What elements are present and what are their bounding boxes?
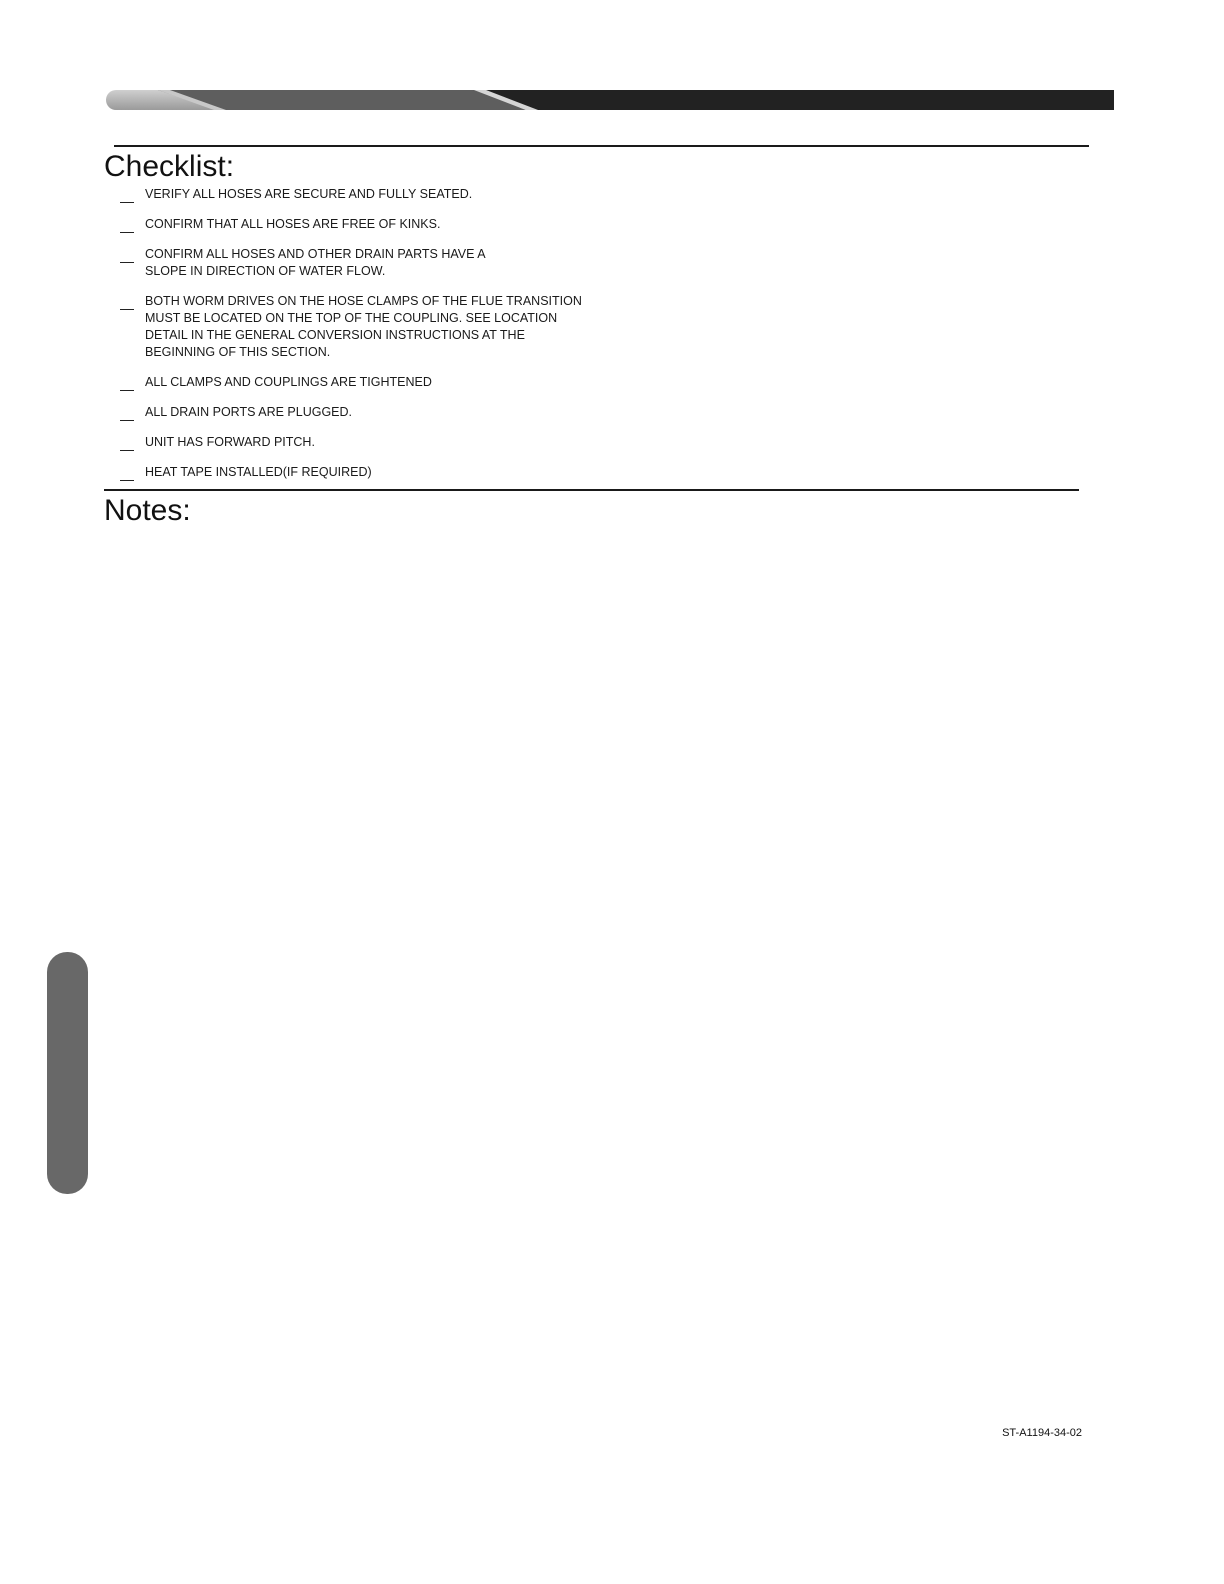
checklist-item-text: HEAT TAPE INSTALLED(IF REQUIRED) [145,465,372,479]
checklist-heading: Checklist: [104,150,235,183]
document-code: ST-A1194-34-02 [1002,1427,1082,1439]
checklist-item-text: VERIFY ALL HOSES ARE SECURE AND FULLY SEATED. [145,187,473,201]
header-banner-graphic [106,90,1114,110]
checklist-item-text: CONFIRM ALL HOSES AND OTHER DRAIN PARTS HAVE A SLOPE IN DIRECTION OF WATER FLOW. [145,247,486,278]
checklist-item [120,464,820,481]
checklist-item [120,186,820,203]
header-banner [106,90,1114,110]
checklist-item [120,216,820,233]
notes-heading: Notes: [104,494,191,527]
checklist-item-text: ALL DRAIN PORTS ARE PLUGGED. [145,405,353,419]
top-divider [114,145,1089,147]
checklist-item [120,434,820,451]
check-blank[interactable] [120,376,134,391]
check-blank[interactable] [120,406,134,421]
check-blank[interactable] [120,218,134,233]
checklist [120,186,820,481]
check-blank[interactable] [120,466,134,481]
checklist-item-text: ALL CLAMPS AND COUPLINGS ARE TIGHTENED [145,375,432,389]
banner-dark-segment [486,90,1114,110]
checklist-item [120,374,820,391]
checklist-item-text: CONFIRM THAT ALL HOSES ARE FREE OF KINKS. [145,217,441,231]
checklist-item [120,404,820,421]
check-blank[interactable] [120,188,134,203]
checklist-item [120,246,820,280]
check-blank[interactable] [120,436,134,451]
section-side-tab [47,952,88,1194]
check-blank[interactable] [120,295,134,310]
checklist-item-text: BOTH WORM DRIVES ON THE HOSE CLAMPS OF THE FLUE TRANSITION MUST BE LOCATED ON THE TOP OF THE COUPLING. SEE LOCATION DETAIL IN THE GENERAL CONVERSION INSTRUCTIONS AT THE BEGINNING OF THIS SECTION. [145,294,582,359]
notes-divider [104,489,1079,491]
check-blank[interactable] [120,248,134,263]
checklist-item-text: UNIT HAS FORWARD PITCH. [145,435,315,449]
checklist-item [120,293,820,361]
